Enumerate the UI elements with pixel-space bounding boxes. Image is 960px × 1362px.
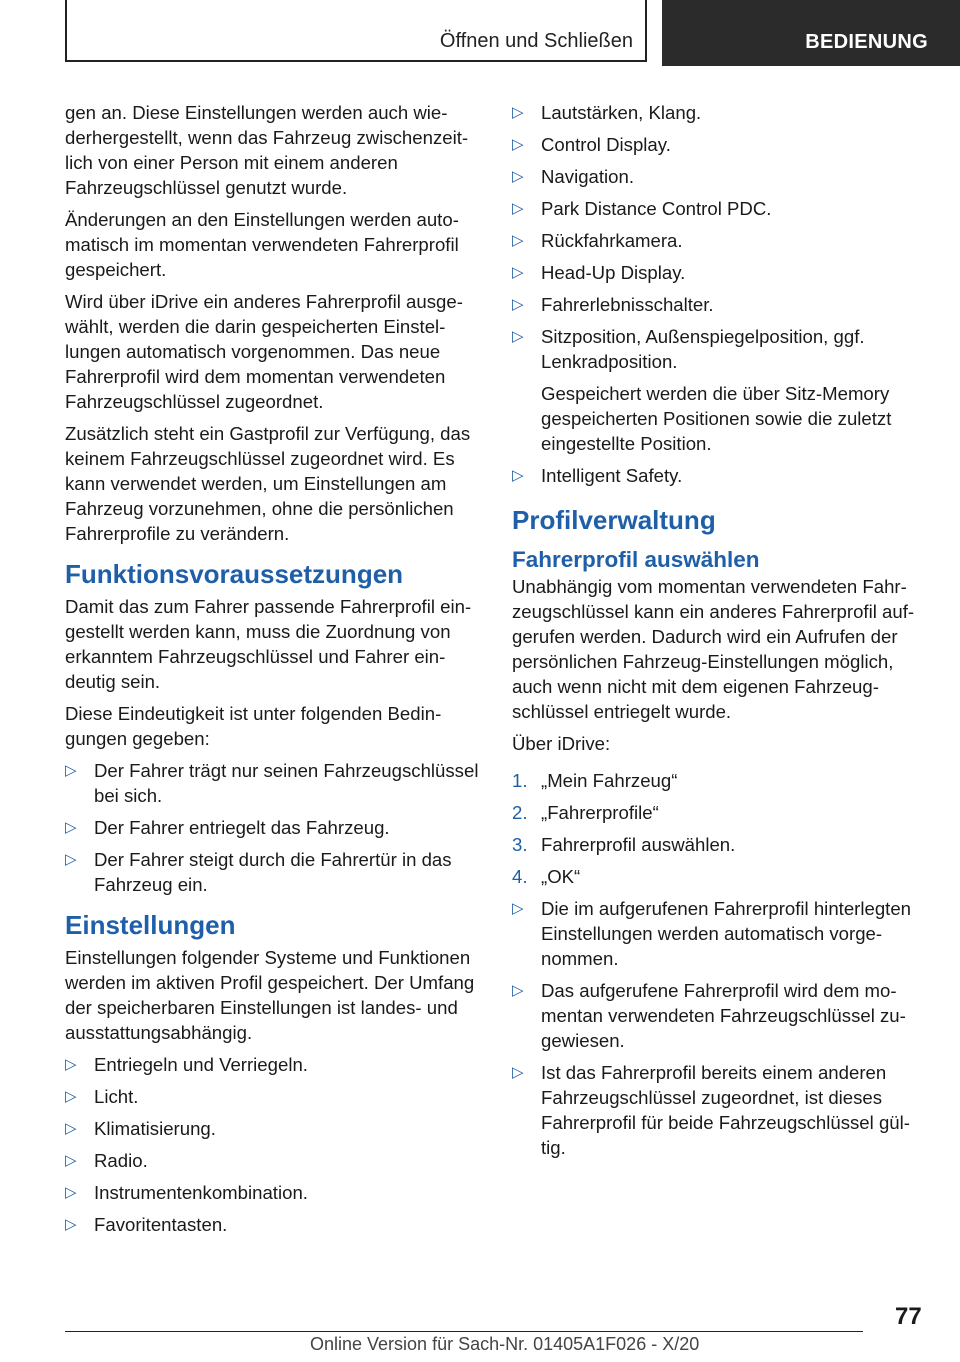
list-item-note: Gespeichert werden die über Sitz-Memory gespeicherten Positionen sowie die zuletzt eingestellte Position. bbox=[541, 383, 892, 454]
triangle-bullet-icon: ▷ bbox=[65, 1056, 77, 1073]
list-item: ▷ Radio. bbox=[65, 1150, 148, 1171]
paragraph: Unabhängig vom momentan verwendeten Fahrzeugschlüssel kann ein anderes Fahrerprofil aufgerufen werden. Dadurch wird ein Aufrufen der persönlichen Fahrzeug-Einstellungen möglich, auch wenn nicht mit dem eigenen Fahrzeugschlüssel entriegelt wurde. bbox=[512, 576, 915, 722]
triangle-bullet-icon: ▷ bbox=[65, 1216, 77, 1233]
list-item: ▷ Head-Up Display. bbox=[512, 262, 686, 283]
triangle-bullet-icon: ▷ bbox=[512, 1064, 524, 1081]
footer-version-text: Online Version für Sach-Nr. 01405A1F026 - X/20 bbox=[310, 1334, 700, 1354]
paragraph: Wird über iDrive ein anderes Fahrerprofil ausgewählt, werden die darin gespeicherten Einstellungen automatisch vorgenommen. Das neue Fahrerprofil wird dem momentan verwendeten Fahrzeugschlüssel zugeordnet. bbox=[65, 291, 463, 412]
list-item: ▷ Der Fahrer steigt durch die Fahrertür in das Fahrzeug ein. bbox=[65, 849, 452, 895]
heading-einstellungen: Einstellungen bbox=[65, 910, 236, 940]
list-item: ▷ Ist das Fahrerprofil bereits einem anderen Fahrzeugschlüssel zugeordnet, ist dieses Fahrerprofil für beide Fahrzeugschlüssel gültig. bbox=[512, 1062, 910, 1158]
triangle-bullet-icon: ▷ bbox=[512, 264, 524, 281]
step-number: 1. bbox=[512, 770, 528, 791]
step-item: 3. Fahrerprofil auswählen. bbox=[512, 834, 736, 855]
list-item: ▷ Instrumentenkombination. bbox=[65, 1182, 308, 1203]
triangle-bullet-icon: ▷ bbox=[512, 328, 524, 345]
list-item: ▷ Favoritentasten. bbox=[65, 1214, 228, 1235]
list-item: ▷ Park Distance Control PDC. bbox=[512, 198, 772, 219]
triangle-bullet-icon: ▷ bbox=[65, 1184, 77, 1201]
header-frame bbox=[65, 0, 647, 62]
chapter-tab bbox=[662, 0, 960, 66]
list-item: ▷ Licht. bbox=[65, 1086, 139, 1107]
right-column bbox=[512, 100, 924, 1167]
triangle-bullet-icon: ▷ bbox=[512, 982, 524, 999]
settings-list bbox=[65, 1052, 479, 1237]
paragraph: Einstellungen folgender Systeme und Funktionen werden im aktiven Profil gespeichert. Der Umfang der speicherbaren Einstellungen ist landes- und ausstattungsabhängig. bbox=[65, 947, 475, 1043]
results-list bbox=[512, 896, 924, 1160]
list-item: ▷ Lautstärken, Klang. bbox=[512, 102, 702, 123]
paragraph: Damit das zum Fahrer passende Fahrerprofil eingestellt werden kann, muss die Zuordnung von erkanntem Fahrzeugschlüssel und Fahrer eindeutig sein. bbox=[65, 596, 472, 692]
triangle-bullet-icon: ▷ bbox=[512, 136, 524, 153]
heading-fahrerprofil-auswaehlen: Fahrerprofil auswählen bbox=[512, 547, 760, 572]
step-item: 2. „Fahrerprofile“ bbox=[512, 802, 659, 823]
list-item: ▷ Die im aufgerufenen Fahrerprofil hinterlegten Einstellungen werden automatisch vorgenommen. bbox=[512, 898, 912, 969]
list-item: ▷ Fahrerlebnisschalter. bbox=[512, 294, 714, 315]
triangle-bullet-icon: ▷ bbox=[65, 1120, 77, 1137]
heading-funktionsvoraussetzungen: Funktionsvoraussetzungen bbox=[65, 559, 404, 589]
triangle-bullet-icon: ▷ bbox=[512, 467, 524, 484]
heading-profilverwaltung: Profilverwaltung bbox=[512, 505, 716, 535]
list-item: ▷ Entriegeln und Verriegeln. bbox=[65, 1054, 308, 1075]
list-item: ▷ Der Fahrer trägt nur seinen Fahrzeugschlüssel bei sich. bbox=[65, 760, 479, 806]
triangle-bullet-icon: ▷ bbox=[65, 1152, 77, 1169]
settings-list-continued bbox=[512, 100, 924, 488]
step-number: 3. bbox=[512, 834, 528, 855]
page-number: 77 bbox=[895, 1303, 922, 1330]
left-column bbox=[65, 100, 479, 1244]
list-item: ▷ Control Display. bbox=[512, 134, 671, 155]
list-item: ▷ Rückfahrkamera. bbox=[512, 230, 683, 251]
triangle-bullet-icon: ▷ bbox=[512, 104, 524, 121]
list-item: ▷ Sitzposition, Außenspiegelposition, ggf. Lenkradposition. Gespeichert werden die über Sitz-Memory gespeicherten Positionen sowie die zuletzt eingestellte Position. bbox=[512, 324, 924, 456]
list-item: ▷ Klimatisierung. bbox=[65, 1118, 216, 1139]
triangle-bullet-icon: ▷ bbox=[512, 232, 524, 249]
step-number: 2. bbox=[512, 802, 528, 823]
footer-divider bbox=[65, 1331, 863, 1332]
paragraph: Über iDrive: bbox=[512, 733, 611, 754]
triangle-bullet-icon: ▷ bbox=[512, 900, 524, 917]
step-number: 4. bbox=[512, 866, 528, 887]
triangle-bullet-icon: ▷ bbox=[512, 200, 524, 217]
paragraph: Diese Eindeutigkeit ist unter folgenden Bedingungen gegeben: bbox=[65, 703, 442, 749]
step-item: 1. „Mein Fahrzeug“ bbox=[512, 770, 678, 791]
list-item: ▷ Intelligent Safety. bbox=[512, 465, 683, 486]
triangle-bullet-icon: ▷ bbox=[65, 762, 77, 779]
triangle-bullet-icon: ▷ bbox=[512, 168, 524, 185]
list-item: ▷ Navigation. bbox=[512, 166, 635, 187]
list-item: ▷ Der Fahrer entriegelt das Fahrzeug. bbox=[65, 817, 390, 838]
step-item: 4. „OK“ bbox=[512, 866, 581, 887]
steps-list bbox=[512, 768, 924, 889]
conditions-list bbox=[65, 758, 479, 897]
paragraph: gen an. Diese Einstellungen werden auch wiederhergestellt, wenn das Fahrzeug zwischenzeitlich von einer Person mit einem anderen Fahrzeugschlüssel genutzt wurde. bbox=[65, 102, 469, 198]
paragraph: Änderungen an den Einstellungen werden automatisch im momentan verwendeten Fahrerprofil gespeichert. bbox=[65, 209, 459, 280]
paragraph: Zusätzlich steht ein Gastprofil zur Verfügung, das keinem Fahrzeugschlüssel zugeordnet wird. Es kann verwendet werden, um Einstellungen am Fahrzeug vorzunehmen, ohne die persönlichen Fahrerprofile zu verändern. bbox=[65, 423, 471, 544]
chapter-tab-label: BEDIENUNG bbox=[805, 31, 928, 53]
triangle-bullet-icon: ▷ bbox=[65, 819, 77, 836]
triangle-bullet-icon: ▷ bbox=[65, 1088, 77, 1105]
triangle-bullet-icon: ▷ bbox=[512, 296, 524, 313]
list-item: ▷ Das aufgerufene Fahrerprofil wird dem momentan verwendeten Fahrzeugschlüssel zugewiesen. bbox=[512, 980, 906, 1051]
section-title: Öffnen und Schließen bbox=[439, 30, 633, 52]
triangle-bullet-icon: ▷ bbox=[65, 851, 77, 868]
